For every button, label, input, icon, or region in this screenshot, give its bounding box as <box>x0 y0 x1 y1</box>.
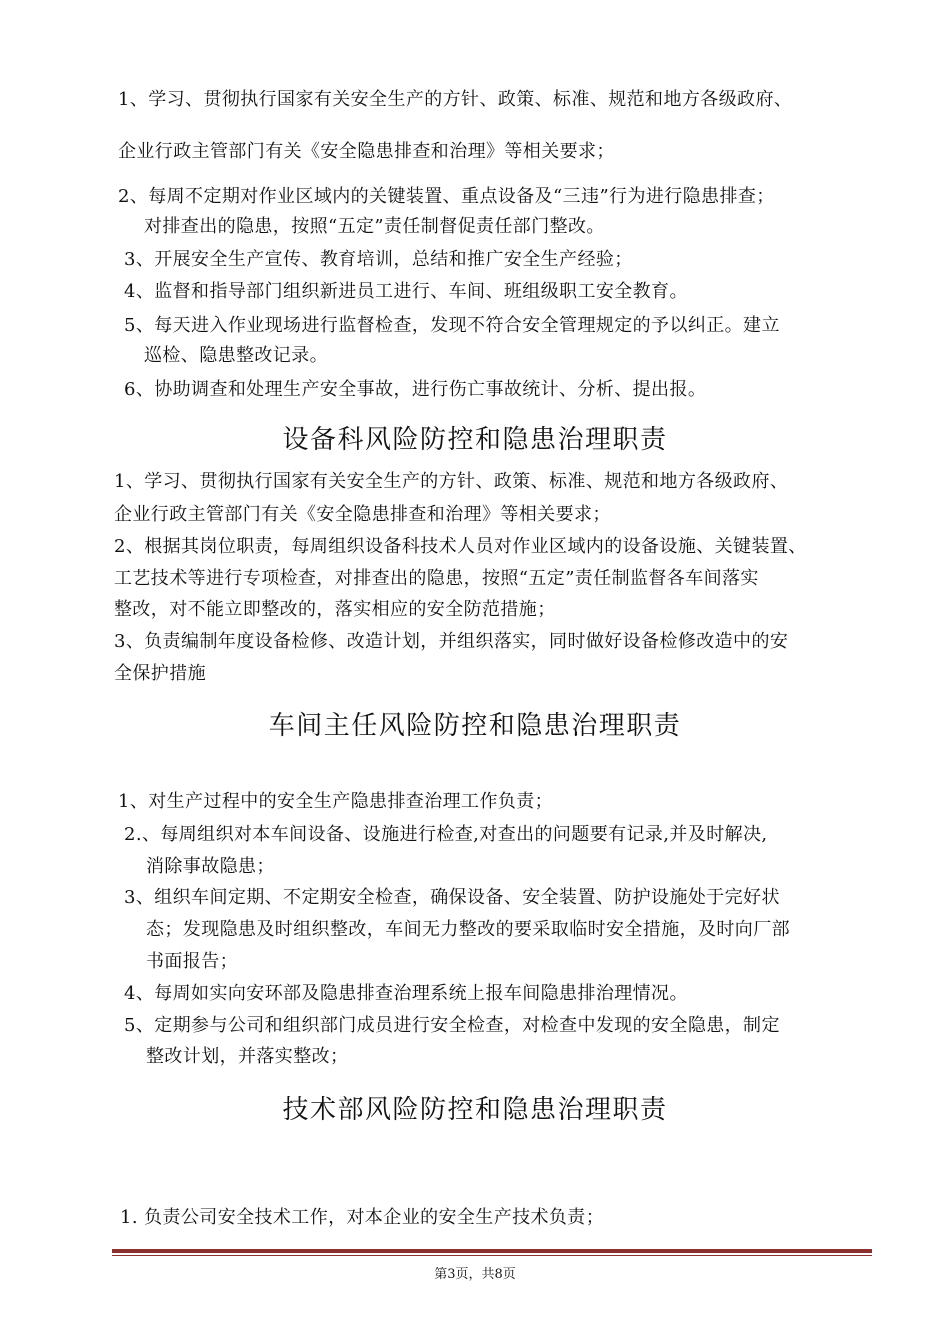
page-number: 第3页，共8页 <box>434 1267 516 1282</box>
s2-line-5: 整改，对不能立即整改的，落实相应的安全防范措施； <box>114 599 556 620</box>
s1-line-4: 对排查出的隐患，按照“五定”责任制督促责任部门整改。 <box>144 216 605 237</box>
s1-line-1: 1、学习、贯彻执行国家有关安全生产的方针、政策、标准、规范和地方各级政府、 <box>118 89 793 110</box>
s3-line-3: 消除事故隐患； <box>146 856 275 877</box>
s2-line-2: 企业行政主管部门有关《安全隐患排查和治理》等相关要求； <box>114 504 611 525</box>
s1-line-5: 3、开展安全生产宣传、教育培训，总结和推广安全生产经验； <box>124 249 633 270</box>
s2-line-4: 工艺技术等进行专项检查，对排查出的隐患，按照“五定”责任制监督各车间落实 <box>114 568 759 589</box>
s2-line-1: 1、学习、贯彻执行国家有关安全生产的方针、政策、标准、规范和地方各级政府、 <box>114 471 789 492</box>
section-title-equipment: 设备科风险防控和隐患治理职责 <box>282 425 668 455</box>
section-title-technical: 技术部风险防控和隐患治理职责 <box>282 1095 668 1125</box>
footer-rule-thin <box>112 1255 872 1256</box>
s3-line-8: 5、定期参与公司和组织部门成员进行安全检查，对检查中发现的安全隐患，制定 <box>124 1015 780 1036</box>
s3-line-2: 2.、每周组织对本车间设备、设施进行检查,对查出的问题要有记录,并及时解决, <box>124 824 768 845</box>
s3-line-6: 书面报告； <box>146 951 238 972</box>
s3-line-5: 态；发现隐患及时组织整改，车间无力整改的要采取临时安全措施，及时向厂部 <box>146 919 790 940</box>
s2-line-7: 全保护措施 <box>114 663 206 684</box>
s1-line-7: 5、每天进入作业现场进行监督检查，发现不符合安全管理规定的予以纠正。建立 <box>124 315 780 336</box>
s2-line-3: 2、根据其岗位职责，每周组织设备科技术人员对作业区域内的设备设施、关键装置、 <box>114 536 807 557</box>
s3-line-1: 1、对生产过程中的安全生产隐患排查治理工作负责； <box>118 791 554 812</box>
s1-line-9: 6、协助调查和处理生产安全事故，进行伤亡事故统计、分析、提出报。 <box>124 379 707 400</box>
s1-line-6: 4、监督和指导部门组织新进员工进行、车间、班组级职工安全教育。 <box>124 281 688 302</box>
s3-line-4: 3、组织车间定期、不定期安全检查，确保设备、安全装置、防护设施处于完好状 <box>124 887 780 908</box>
s1-line-3: 2、每周不定期对作业区域内的关键装置、重点设备及“三违”行为进行隐患排查； <box>118 186 775 207</box>
s3-line-7: 4、每周如实向安环部及隐患排查治理系统上报车间隐患排治理情况。 <box>124 983 688 1004</box>
section-title-workshop: 车间主任风险防控和隐患治理职责 <box>268 711 682 741</box>
s4-line-1: 1. 负责公司安全技术工作，对本企业的安全生产技术负责； <box>120 1207 605 1228</box>
s1-line-8: 巡检、隐患整改记录。 <box>144 345 328 366</box>
footer-rule <box>112 1249 872 1253</box>
s2-line-6: 3、负责编制年度设备检修、改造计划，并组织落实，同时做好设备检修改造中的安 <box>114 631 789 652</box>
s1-line-2: 企业行政主管部门有关《安全隐患排查和治理》等相关要求； <box>118 141 615 162</box>
s3-line-9: 整改计划，并落实整改； <box>146 1046 349 1067</box>
